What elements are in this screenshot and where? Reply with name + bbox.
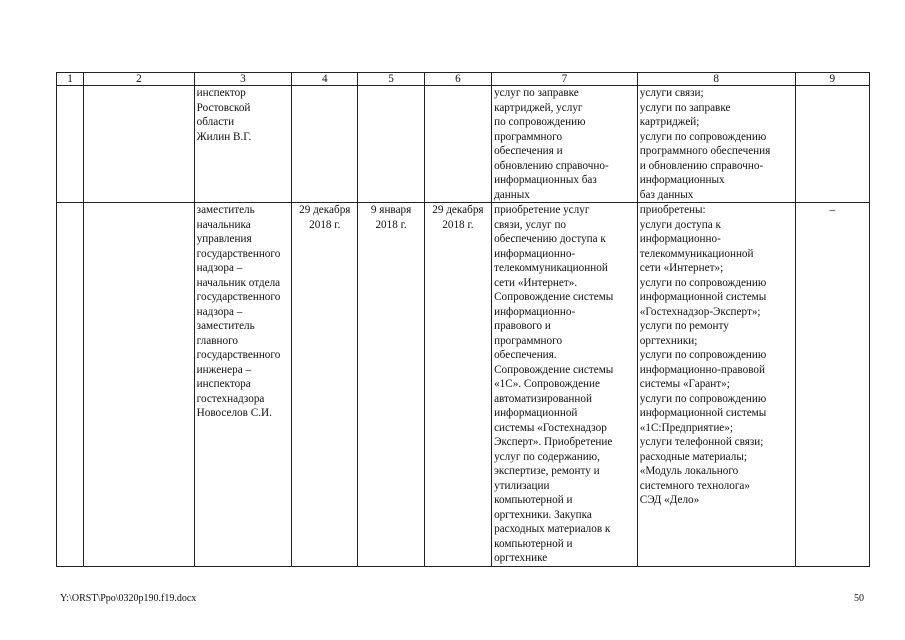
column-number: 8 [637,73,795,86]
column-number: 6 [424,73,491,86]
name-cell [84,203,195,567]
date-cell: 29 декабря 2018 г. [292,203,358,567]
column-number: 9 [795,73,869,86]
row-number-cell [57,86,84,203]
column-number: 3 [194,73,291,86]
result-cell: приобретены: услуги доступа к информационно- телекоммуникационной сети «Интернет»; услуги по сопровождению информационной системы «Гостехнадзор-Эксперт»; услуги по ремонту оргтехники; услуги по сопровождению информационно-правовой системы «Гарант»; услуги по сопровождению информационной системы «1С:Предприятие»; услуги телефонной связи; расходные материалы; «Модуль локального системного технолога» СЭД «Дело» [637,203,795,567]
file-path-footer: Y:\ORST\Ppo\0320p190.f19.docx [60,593,197,604]
position-cell: инспектор Ростовской области Жилин В.Г. [194,86,291,203]
table-row [57,203,870,567]
purpose-cell: приобретение услуг связи, услуг по обеспечению доступа к информационно- телекоммуникационной сети «Интернет». Сопровождение системы информационно- правового и программного обеспечения. Сопровождение системы «1С». Сопровождение автоматизированной информационной системы «Гостехнадзор Эксперт». Приобретение услуг по содержанию, экспертизе, ремонту и утилизации компьютерной и оргтехники. Закупка расходных материалов к компьютерной и оргтехнике [492,203,638,567]
date-cell [424,86,491,203]
date-cell [358,86,424,203]
column-number: 4 [292,73,358,86]
note-cell [795,86,869,203]
name-cell [84,86,195,203]
column-number: 1 [57,73,84,86]
page-number: 50 [854,593,864,604]
row-number-cell [57,203,84,567]
table-row [57,86,870,203]
date-cell [292,86,358,203]
result-cell: услуги связи; услуги по заправке картриджей; услуги по сопровождению программного обеспечения и обновлению справочно- информационных баз данных [637,86,795,203]
date-cell: 9 января 2018 г. [358,203,424,567]
column-number-row [57,73,870,86]
date-cell: 29 декабря 2018 г. [424,203,491,567]
column-number: 2 [84,73,195,86]
column-number: 5 [358,73,424,86]
position-cell: заместитель начальника управления государственного надзора – начальник отдела государственного надзора – заместитель главного государственного инженера – инспектора гостехнадзора Новоселов С.И. [194,203,291,567]
purpose-cell: услуг по заправке картриджей, услуг по сопровождению программного обеспечения и обновлению справочно- информационных баз данных [492,86,638,203]
note-cell: – [795,203,869,567]
document-table [56,72,870,567]
column-number: 7 [492,73,638,86]
